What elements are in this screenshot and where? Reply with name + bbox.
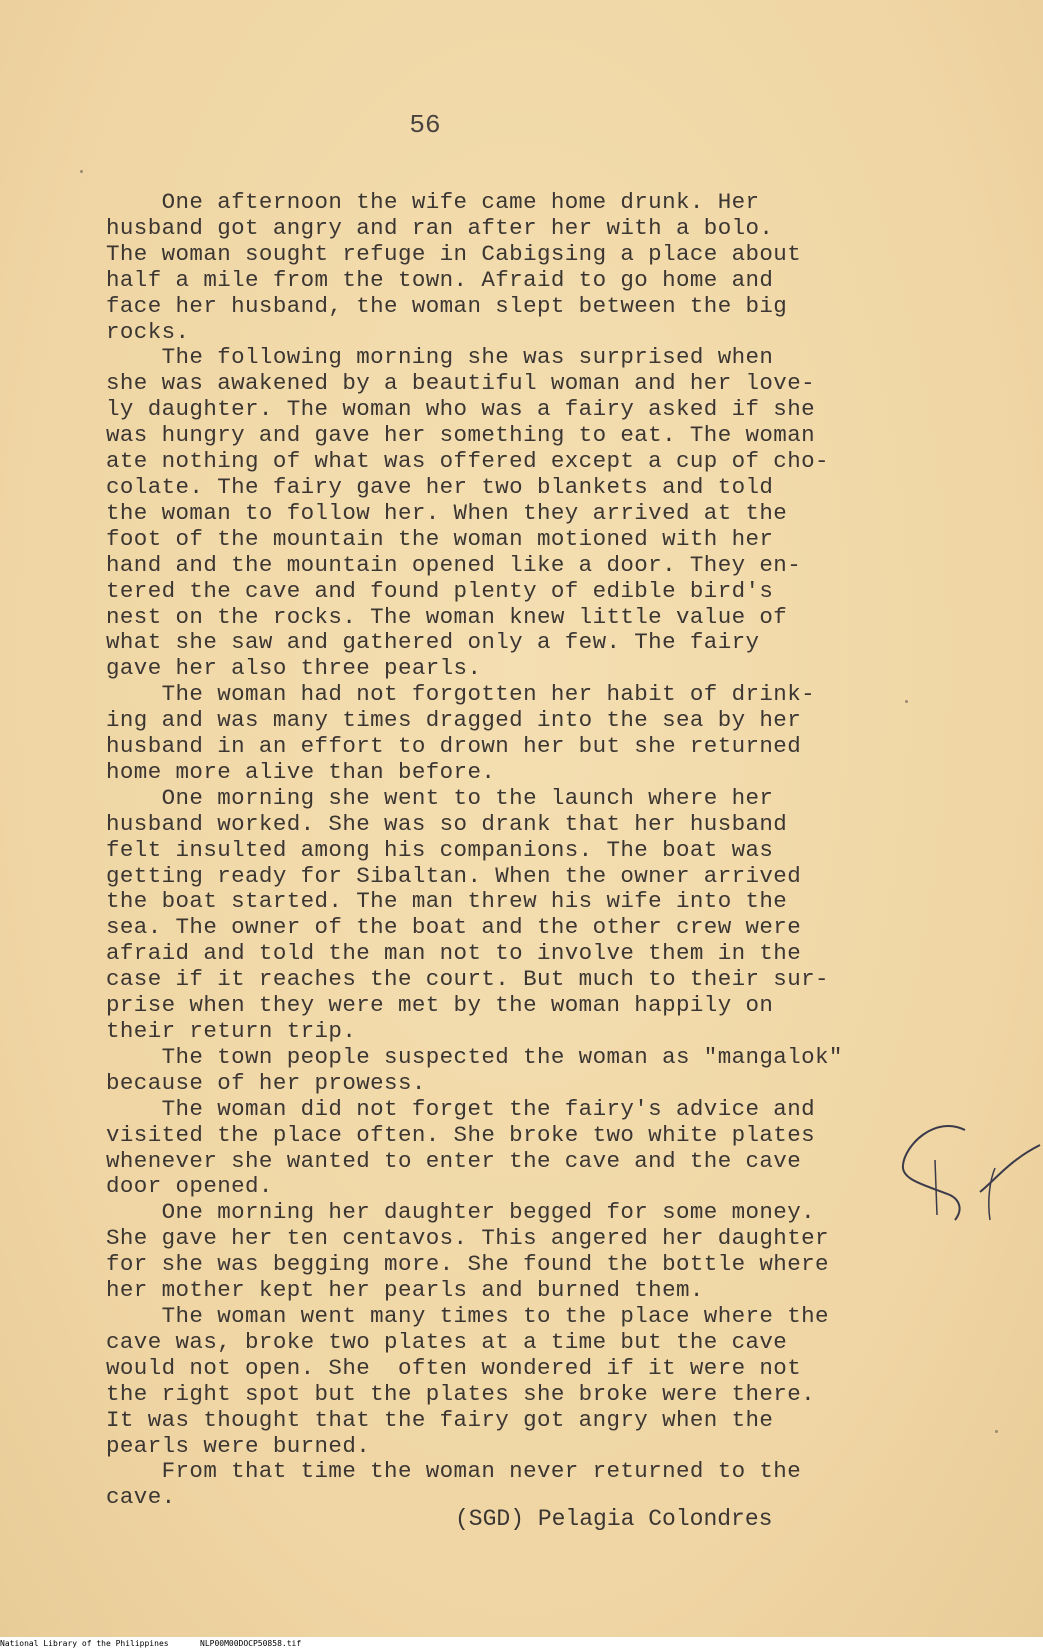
text-line: husband worked. She was so drank that her husband	[106, 810, 788, 837]
text-line: was hungry and gave her something to eat. The woman	[106, 422, 816, 449]
text-line: cave was, broke two plates at a time but the cave	[106, 1328, 788, 1355]
text-line: It was thought that the fairy got angry when the	[106, 1406, 774, 1433]
text-line: cave.	[106, 1484, 176, 1511]
paper-speck	[80, 170, 83, 173]
paper-speck	[905, 700, 908, 703]
text-line: husband in an effort to drown her but she returned	[106, 733, 802, 760]
text-line: The woman had not forgotten her habit of drink-	[106, 681, 816, 708]
text-line: One morning her daughter begged for some money.	[106, 1199, 816, 1226]
text-line: The following morning she was surprised when	[106, 344, 774, 371]
text-line: her mother kept her pearls and burned them.	[106, 1277, 704, 1304]
text-line: case if it reaches the court. But much to their sur-	[106, 966, 829, 993]
text-line: ate nothing of what was offered except a cup of cho-	[106, 448, 829, 475]
scan-footer	[0, 1637, 1043, 1650]
text-line: pearls were burned.	[106, 1432, 371, 1459]
text-line: face her husband, the woman slept between the big	[106, 292, 788, 319]
text-line: The woman sought refuge in Cabigsing a place about	[106, 240, 802, 267]
text-line: She gave her ten centavos. This angered her daughter	[106, 1225, 829, 1252]
text-line: felt insulted among his companions. The boat was	[106, 836, 774, 863]
text-line: the woman to follow her. When they arrived at the	[106, 499, 788, 526]
text-line: The town people suspected the woman as "mangalok"	[106, 1043, 843, 1070]
text-line: The woman went many times to the place where the	[106, 1302, 829, 1329]
text-line: colate. The fairy gave her two blankets and told	[106, 473, 774, 500]
text-line: From that time the woman never returned to the	[106, 1458, 802, 1485]
text-line: home more alive than before.	[106, 758, 496, 785]
footer-file: NLP00M00DOCP50858.tif	[200, 1639, 302, 1648]
text-line: gave her also three pearls.	[106, 655, 482, 682]
text-line: foot of the mountain the woman motioned with her	[106, 525, 774, 552]
page-number: 56	[409, 110, 441, 140]
signature: (SGD) Pelagia Colondres	[455, 1506, 773, 1532]
text-line: their return trip.	[106, 1018, 357, 1044]
text-line: The woman did not forget the fairy's advice and	[106, 1095, 816, 1122]
text-line: for she was begging more. She found the bottle where	[106, 1251, 829, 1278]
paper-speck	[995, 1430, 998, 1433]
text-line: afraid and told the man not to involve them in the	[106, 940, 802, 967]
text-line: the right spot but the plates she broke were there.	[106, 1380, 816, 1407]
text-line: nest on the rocks. The woman knew little value of	[106, 603, 788, 630]
text-line: prise when they were met by the woman happily on	[106, 992, 774, 1019]
text-line: she was awakened by a beautiful woman and her love-	[106, 370, 816, 397]
text-line: what she saw and gathered only a few. The fairy	[106, 629, 760, 656]
text-line: husband got angry and ran after her with a bolo.	[106, 214, 774, 241]
text-line: visited the place often. She broke two white plates	[106, 1121, 816, 1148]
text-line: One morning she went to the launch where her	[106, 784, 774, 811]
text-line: One afternoon the wife came home drunk. Her	[106, 189, 760, 215]
text-line: rocks.	[106, 318, 190, 345]
handwritten-mark-icon	[895, 1120, 1043, 1230]
text-line: would not open. She often wondered if it were not	[106, 1354, 802, 1381]
text-line: door opened.	[106, 1173, 273, 1200]
text-line: half a mile from the town. Afraid to go home and	[106, 266, 774, 293]
text-line: the boat started. The man threw his wife into the	[106, 888, 788, 915]
text-line: ing and was many times dragged into the sea by her	[106, 707, 802, 734]
text-line: getting ready for Sibaltan. When the owner arrived	[106, 862, 802, 889]
text-line: hand and the mountain opened like a door. They en-	[106, 551, 802, 578]
story-text	[106, 190, 906, 1511]
text-line: whenever she wanted to enter the cave and the cave	[106, 1147, 802, 1174]
text-line: because of her prowess.	[106, 1069, 426, 1096]
text-line: ly daughter. The woman who was a fairy asked if she	[106, 396, 816, 423]
footer-library: National Library of the Philippines	[0, 1639, 169, 1648]
text-line: tered the cave and found plenty of edible bird's	[106, 577, 774, 604]
text-line: sea. The owner of the boat and the other crew were	[106, 914, 802, 941]
